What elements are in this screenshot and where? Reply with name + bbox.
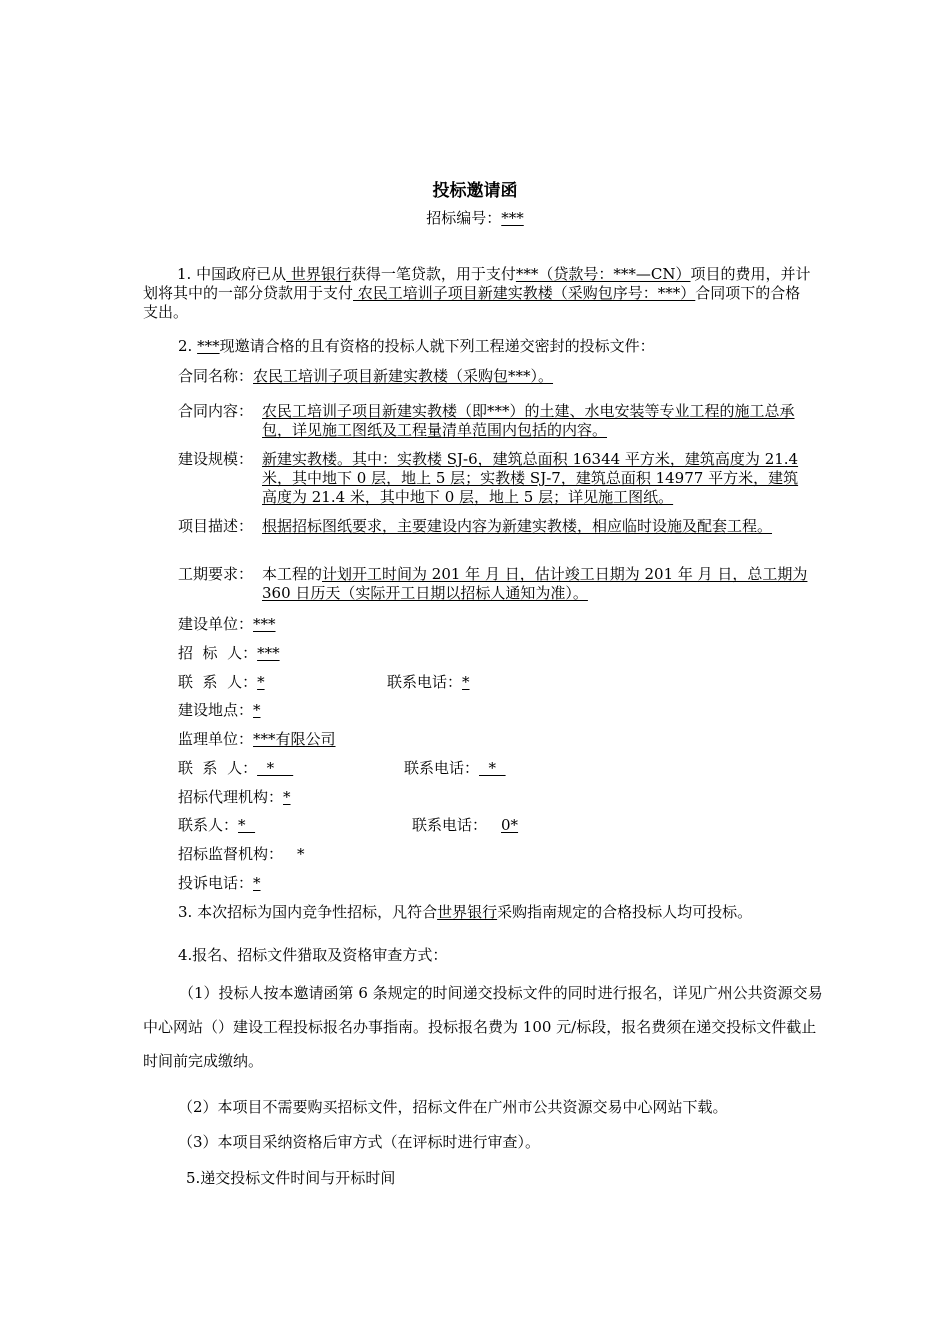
schedule <box>178 565 818 603</box>
p2-text: 现邀请合格的且有资格的投标人就下列工程递交密封的投标文件： <box>219 337 655 355</box>
contact-row-2 <box>178 757 307 778</box>
paragraph-2 <box>178 335 655 356</box>
section-5-heading: 5.递交投标文件时间与开标时间 <box>186 1169 396 1187</box>
paragraph-1 <box>143 265 813 322</box>
builder-row <box>178 613 276 634</box>
contract-name-label: 合同名称： <box>178 367 254 385</box>
phone1-value: * <box>462 673 470 691</box>
project-description <box>178 517 818 536</box>
p2-inviter: *** <box>197 337 220 355</box>
contract-content <box>178 402 818 440</box>
section-4-heading: 4.报名、招标文件猎取及资格审查方式： <box>178 946 448 964</box>
contact1-label: 联 系 人： <box>178 673 258 691</box>
phone3-label: 联系电话： <box>412 816 488 834</box>
contact-phone-3 <box>412 814 518 835</box>
p2-number: 2. <box>178 337 198 355</box>
scale-value: 新建实教楼。其中：实教楼 SJ-6，建筑总面积 16344 平方米，建筑高度为 21.4 米，其中地下 0 层，地上 5 层；实教楼 SJ-7，建筑总面积 14977 平方米，建筑高度为 21.4 米，其中地下 0 层，地上 5 层；详见施工图纸。 <box>262 450 799 506</box>
supervisor-value: ***有限公司 <box>253 730 336 748</box>
schedule-pre: 本工程的 <box>262 565 323 583</box>
builder-value: *** <box>253 615 276 633</box>
complaint-label: 投诉电话： <box>178 874 254 892</box>
site-label: 建设地点： <box>178 701 254 719</box>
section-4-item-1: （1）投标人按本邀请函第 6 条规定的时间递交投标文件的同时进行报名，详见广州公共资源交易中心网站（）建设工程投标报名办事指南。投标报名费为 100 元/标段，报名费须在递交投标文件截止时间前完成缴纳。 <box>143 984 823 1070</box>
oversight-label: 招标监督机构： <box>178 845 284 863</box>
phone2-label: 联系电话： <box>404 759 480 777</box>
p1-text-d: 合同项下的合格支出。 <box>143 284 801 321</box>
section-4-item-2: （2）本项目不需要购买招标文件，招标文件在广州市公共资源交易中心网站下载。 <box>178 1098 728 1116</box>
contact3-label: 联系人： <box>178 816 239 834</box>
p1-bank: 世界银行 <box>286 265 351 283</box>
contact-row-3 <box>178 814 255 835</box>
complaint-row <box>178 872 261 893</box>
tenderer-label: 招 标 人： <box>178 644 258 662</box>
p3-text-b: 采购指南规定的合格投标人均可投标。 <box>497 903 753 921</box>
supervisor-row <box>178 728 413 749</box>
bid-number-label: 招标编号： <box>426 209 502 227</box>
contact2-value: * <box>257 759 294 777</box>
phone3-value: 0* <box>501 816 519 834</box>
agency-value: * <box>283 788 291 806</box>
schedule-label: 工期要求： <box>178 565 254 583</box>
site-row <box>178 699 261 720</box>
schedule-body <box>262 565 812 603</box>
phone1-label: 联系电话： <box>387 673 463 691</box>
p3-text-a: 3. 本次招标为国内竞争性招标，凡符合 <box>178 903 438 921</box>
scale-label: 建设规模： <box>178 450 254 468</box>
description-value: 根据招标图纸要求，主要建设内容为新建实教楼，相应临时设施及配套工程。 <box>262 517 773 535</box>
p1-text-c: 项目的费用，并计划将其中的一部分贷款用于支付 <box>143 265 811 302</box>
contract-name-value: 农民工培训子项目新建实教楼（采购包***）。 <box>253 367 554 385</box>
tenderer-value: *** <box>257 644 280 662</box>
phone2-value: * <box>479 759 506 777</box>
page-title: 投标邀请函 <box>432 181 518 201</box>
p1-project: 农民工培训子项目新建实教楼（采购包序号：***） <box>353 284 696 302</box>
tenderer-row <box>178 642 280 663</box>
oversight-value: * <box>297 845 305 863</box>
oversight-row <box>178 843 305 864</box>
p3-bank: 世界银行 <box>437 903 498 921</box>
contact2-label: 联 系 人： <box>178 759 258 777</box>
supervisor-label: 监理单位： <box>178 730 254 748</box>
construction-scale <box>178 450 818 507</box>
complaint-value: * <box>253 874 261 892</box>
p1-loan: ***（贷款号：***—CN） <box>515 265 691 283</box>
schedule-value: 计划开工时间为 201 年 月 日，估计竣工日期为 201 年 月 日，总工期为 360 日历天（实际开工日期以招标人通知为准）。 <box>262 565 808 602</box>
site-value: * <box>253 701 261 719</box>
description-label: 项目描述： <box>178 517 254 535</box>
agency-label: 招标代理机构： <box>178 788 284 806</box>
contract-content-value: 农民工培训子项目新建实教楼（即***）的土建、水电安装等专业工程的施工总承包，详见施工图纸及工程量清单范围内包括的内容。 <box>262 402 795 439</box>
contact3-value: * <box>238 816 256 834</box>
bid-number <box>0 207 950 228</box>
agency-row <box>178 786 291 807</box>
contact-row-1 <box>178 671 265 692</box>
bid-number-value: *** <box>501 209 524 227</box>
p1-text-b: 获得一笔贷款，用于支付 <box>350 265 516 283</box>
paragraph-3 <box>178 901 752 922</box>
contact-phone-1 <box>387 671 470 692</box>
contact1-value: * <box>257 673 265 691</box>
contact-phone-2 <box>404 757 513 778</box>
section-4-item-3: （3）本项目采纳资格后审方式（在评标时进行审查）。 <box>178 1133 541 1151</box>
builder-label: 建设单位： <box>178 615 254 633</box>
contract-name <box>178 365 553 386</box>
contract-content-label: 合同内容： <box>178 402 254 420</box>
p1-text-a: 1. 中国政府已从 <box>177 265 287 283</box>
